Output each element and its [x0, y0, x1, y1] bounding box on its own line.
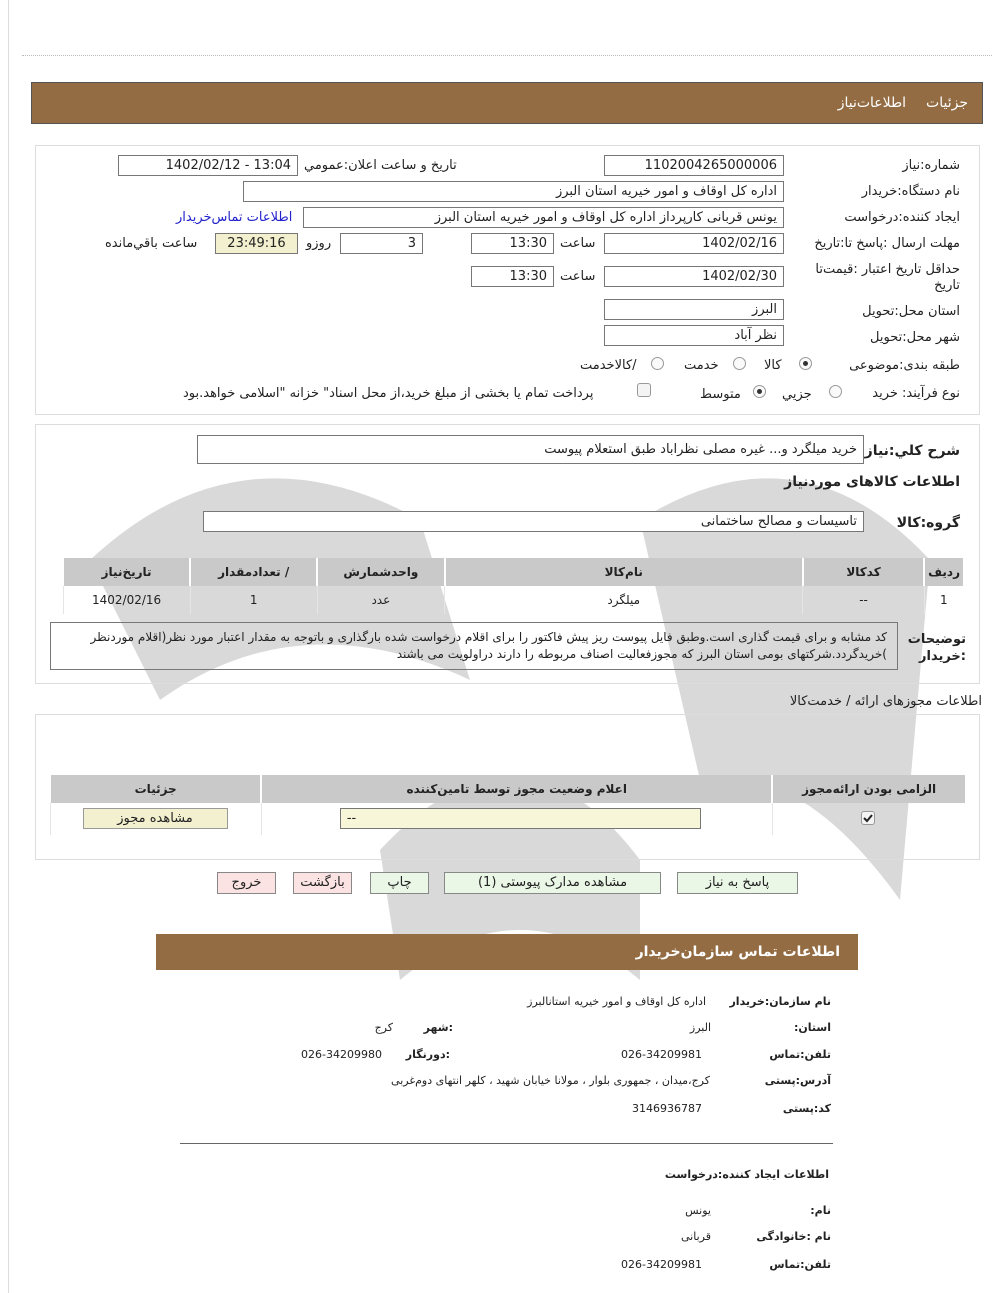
contact-header: اطلاعات تماس سازمان‌خريدار — [156, 934, 858, 970]
process-medium-label: متوسط — [700, 387, 741, 402]
creator-phone-value: 026-34209981 — [621, 1258, 702, 1271]
buyer-contact-link[interactable]: اطلاعات تماس‌خريدار — [176, 210, 293, 225]
cell-permit-required — [772, 803, 965, 835]
cell-permit-details — [50, 803, 261, 835]
need-no-field: 1102004265000006 — [604, 155, 784, 176]
creator-field: یونس قربانی کارپرداز اداره کل اوقاف و امور خیریه استان البرز — [303, 207, 784, 228]
address-value: کرج،میدان ، جمهوری بلوار ، مولانا خیابان شهید ، کلهر انتهای دوم‌غربی — [391, 1074, 710, 1087]
table-row — [63, 586, 963, 614]
permit-status-field: -- — [340, 808, 701, 829]
org-value: اداره کل اوقاف و امور خیریه استانالبرز — [527, 995, 706, 1008]
back-button[interactable]: بازگشت — [293, 872, 352, 894]
validity-hour-label: ساعت — [560, 269, 596, 284]
goods-table — [62, 558, 963, 614]
process-partial-label: جزيي — [782, 387, 812, 402]
cell-date: 1402/02/16 — [63, 586, 190, 614]
province-label: استان محل:تحويل — [862, 304, 960, 319]
reply-button[interactable]: پاسخ به نياز — [677, 872, 798, 894]
buyer-note-field: کد مشابه و برای قیمت گذاری است.وطبق فایل پیوست ریز پیش فاکتور را برای اقلام درخواست شده بارگذاری و باتوجه به مقدار اعتبار مورد نظر(اقلام موردنظر )خریدگردد.شرکتهای بومی استان البرز که مجوزفعالیت اصناف مربوطه را دارند دراولویت می باشند — [50, 622, 898, 670]
deadline-label: مهلت ارسال :پاسخ تا:تاريخ — [814, 236, 960, 251]
creator-label: ايجاد كننده:درخواست — [844, 210, 960, 225]
postal-value: 3146936787 — [632, 1102, 702, 1115]
creator-phone-label: تلفن:تماس — [769, 1258, 831, 1271]
goods-table-header — [63, 558, 963, 586]
remaining-label: ساعت باقي‌مانده — [105, 236, 198, 251]
category-goods-label: کالا — [764, 358, 782, 373]
category-label: طبقه بندی:موضوعی — [849, 358, 960, 373]
process-label: نوع فرآیند: خرید — [872, 386, 960, 401]
treasury-payment-checkbox[interactable] — [637, 383, 651, 397]
city-label: شهر محل:تحويل — [870, 330, 960, 345]
col-permit-details: جزئیات — [50, 775, 261, 803]
deadline-date: 1402/02/16 — [604, 233, 784, 254]
view-permit-button[interactable]: مشاهده مجوز — [83, 808, 228, 829]
validity-label: حداقل تاريخ اعتبار :قيمت‌تا — [815, 262, 960, 277]
col-date: تاريخ‌نياز — [63, 558, 190, 586]
need-no-label: شماره:نیاز — [902, 158, 960, 173]
cell-name: میلگرد — [445, 586, 803, 614]
payment-note: پرداخت تمام يا بخشى از مبلغ خريد،از محل اسناد" خزانه "اسلامى خواهد.بود — [183, 386, 594, 401]
cell-code: -- — [803, 586, 924, 614]
postal-label: كد:پستى — [782, 1102, 831, 1115]
process-medium-radio[interactable] — [753, 385, 766, 398]
creator-name-value: یونس — [685, 1204, 711, 1217]
validity-date: 1402/02/30 — [604, 266, 784, 287]
col-row: رديف — [924, 558, 963, 586]
days-field: 3 — [340, 233, 423, 254]
goods-info-label: اطلاعات كالاهاى موردنياز — [784, 474, 960, 490]
contact-phone-label: تلفن:تماس — [769, 1048, 831, 1061]
announce-field: 1402/02/12 - 13:04 — [118, 155, 298, 176]
exit-button[interactable]: خروج — [217, 872, 276, 894]
col-permit-status: اعلام وضعیت مجوز توسط تامین‌کننده — [261, 775, 772, 803]
col-qty: / تعدادمقدار — [190, 558, 317, 586]
contact-province-value: البرز — [689, 1021, 711, 1034]
tab-need-info[interactable]: اطلاعات‌نیاز — [837, 95, 907, 111]
org-label: نام سازمان:خريدار — [729, 995, 831, 1008]
tab-details[interactable]: جزئیات — [926, 95, 968, 111]
col-code: كدكالا — [803, 558, 924, 586]
cell-row: 1 — [924, 586, 963, 614]
permit-required-checkbox[interactable] — [861, 811, 875, 825]
summary-label: شرح كلي:نياز — [864, 443, 960, 459]
table-row — [50, 803, 965, 835]
remaining-time: 23:49:16 — [215, 233, 298, 254]
buyer-field: اداره کل اوقاف و امور خیریه استان البرز — [243, 181, 784, 202]
view-docs-button[interactable]: مشاهده مدارک پیوستی (1) — [444, 872, 661, 894]
creator-name-label: نام: — [810, 1204, 831, 1217]
category-service-radio[interactable] — [733, 357, 746, 370]
col-permit-required: الزامی بودن ارائه‌مجوز — [772, 775, 965, 803]
permits-table-header — [50, 775, 965, 803]
category-goods-radio[interactable] — [799, 357, 812, 370]
contact-city-label: :شهر — [423, 1021, 453, 1034]
deadline-hour-label: ساعت — [560, 236, 596, 251]
group-field: تاسیسات و مصالح ساختمانی — [203, 511, 864, 532]
category-service-label: خدمت — [684, 358, 719, 373]
check-icon — [862, 812, 874, 824]
province-field: البرز — [604, 299, 784, 320]
col-name: نام‌كالا — [445, 558, 803, 586]
cell-qty: 1 — [190, 586, 317, 614]
top-header — [31, 82, 983, 124]
creator-family-label: نام :خانوادگی — [756, 1230, 831, 1243]
contact-city-value: کرج — [374, 1021, 393, 1034]
cell-unit: عدد — [317, 586, 444, 614]
permits-table — [49, 775, 965, 835]
validity-time: 13:30 — [471, 266, 554, 287]
contact-province-label: استان: — [794, 1021, 831, 1034]
permits-title: اطلاعات مجوزهای ارائه / خدمت‌كالا — [789, 694, 982, 709]
announce-label: تاریخ و ساعت اعلان:عمومي — [304, 158, 457, 173]
buyer-label: نام دستگاه:خريدار — [861, 184, 960, 199]
deadline-time: 13:30 — [471, 233, 554, 254]
creator-info-title: اطلاعات ایجاد کننده:درخواست — [664, 1168, 829, 1181]
contact-divider — [180, 1143, 833, 1144]
category-both-radio[interactable] — [651, 357, 664, 370]
address-label: آدرس:پستى — [764, 1074, 831, 1087]
category-both-label: /کالاخدمت — [580, 358, 637, 373]
group-label: گروه:كالا — [896, 515, 960, 531]
days-label: روزو — [306, 236, 332, 251]
cell-permit-status — [261, 803, 772, 835]
fax-label: :دورنگار — [405, 1048, 450, 1061]
creator-family-value: قربانی — [681, 1230, 711, 1243]
contact-phone-value: 026-34209981 — [621, 1048, 702, 1061]
process-partial-radio[interactable] — [829, 385, 842, 398]
city-field: نظر آباد — [604, 325, 784, 346]
buyer-note-label: توضيحات :خريدار — [907, 632, 966, 664]
fax-value: 026-34209980 — [301, 1048, 382, 1061]
col-unit: واحدشمارش — [317, 558, 444, 586]
print-button[interactable]: چاپ — [370, 872, 429, 894]
summary-field: خرید میلگرد و... غیره مصلی نظراباد طبق استعلام پیوست — [197, 435, 864, 464]
validity-label-2: تاريخ — [934, 278, 960, 293]
